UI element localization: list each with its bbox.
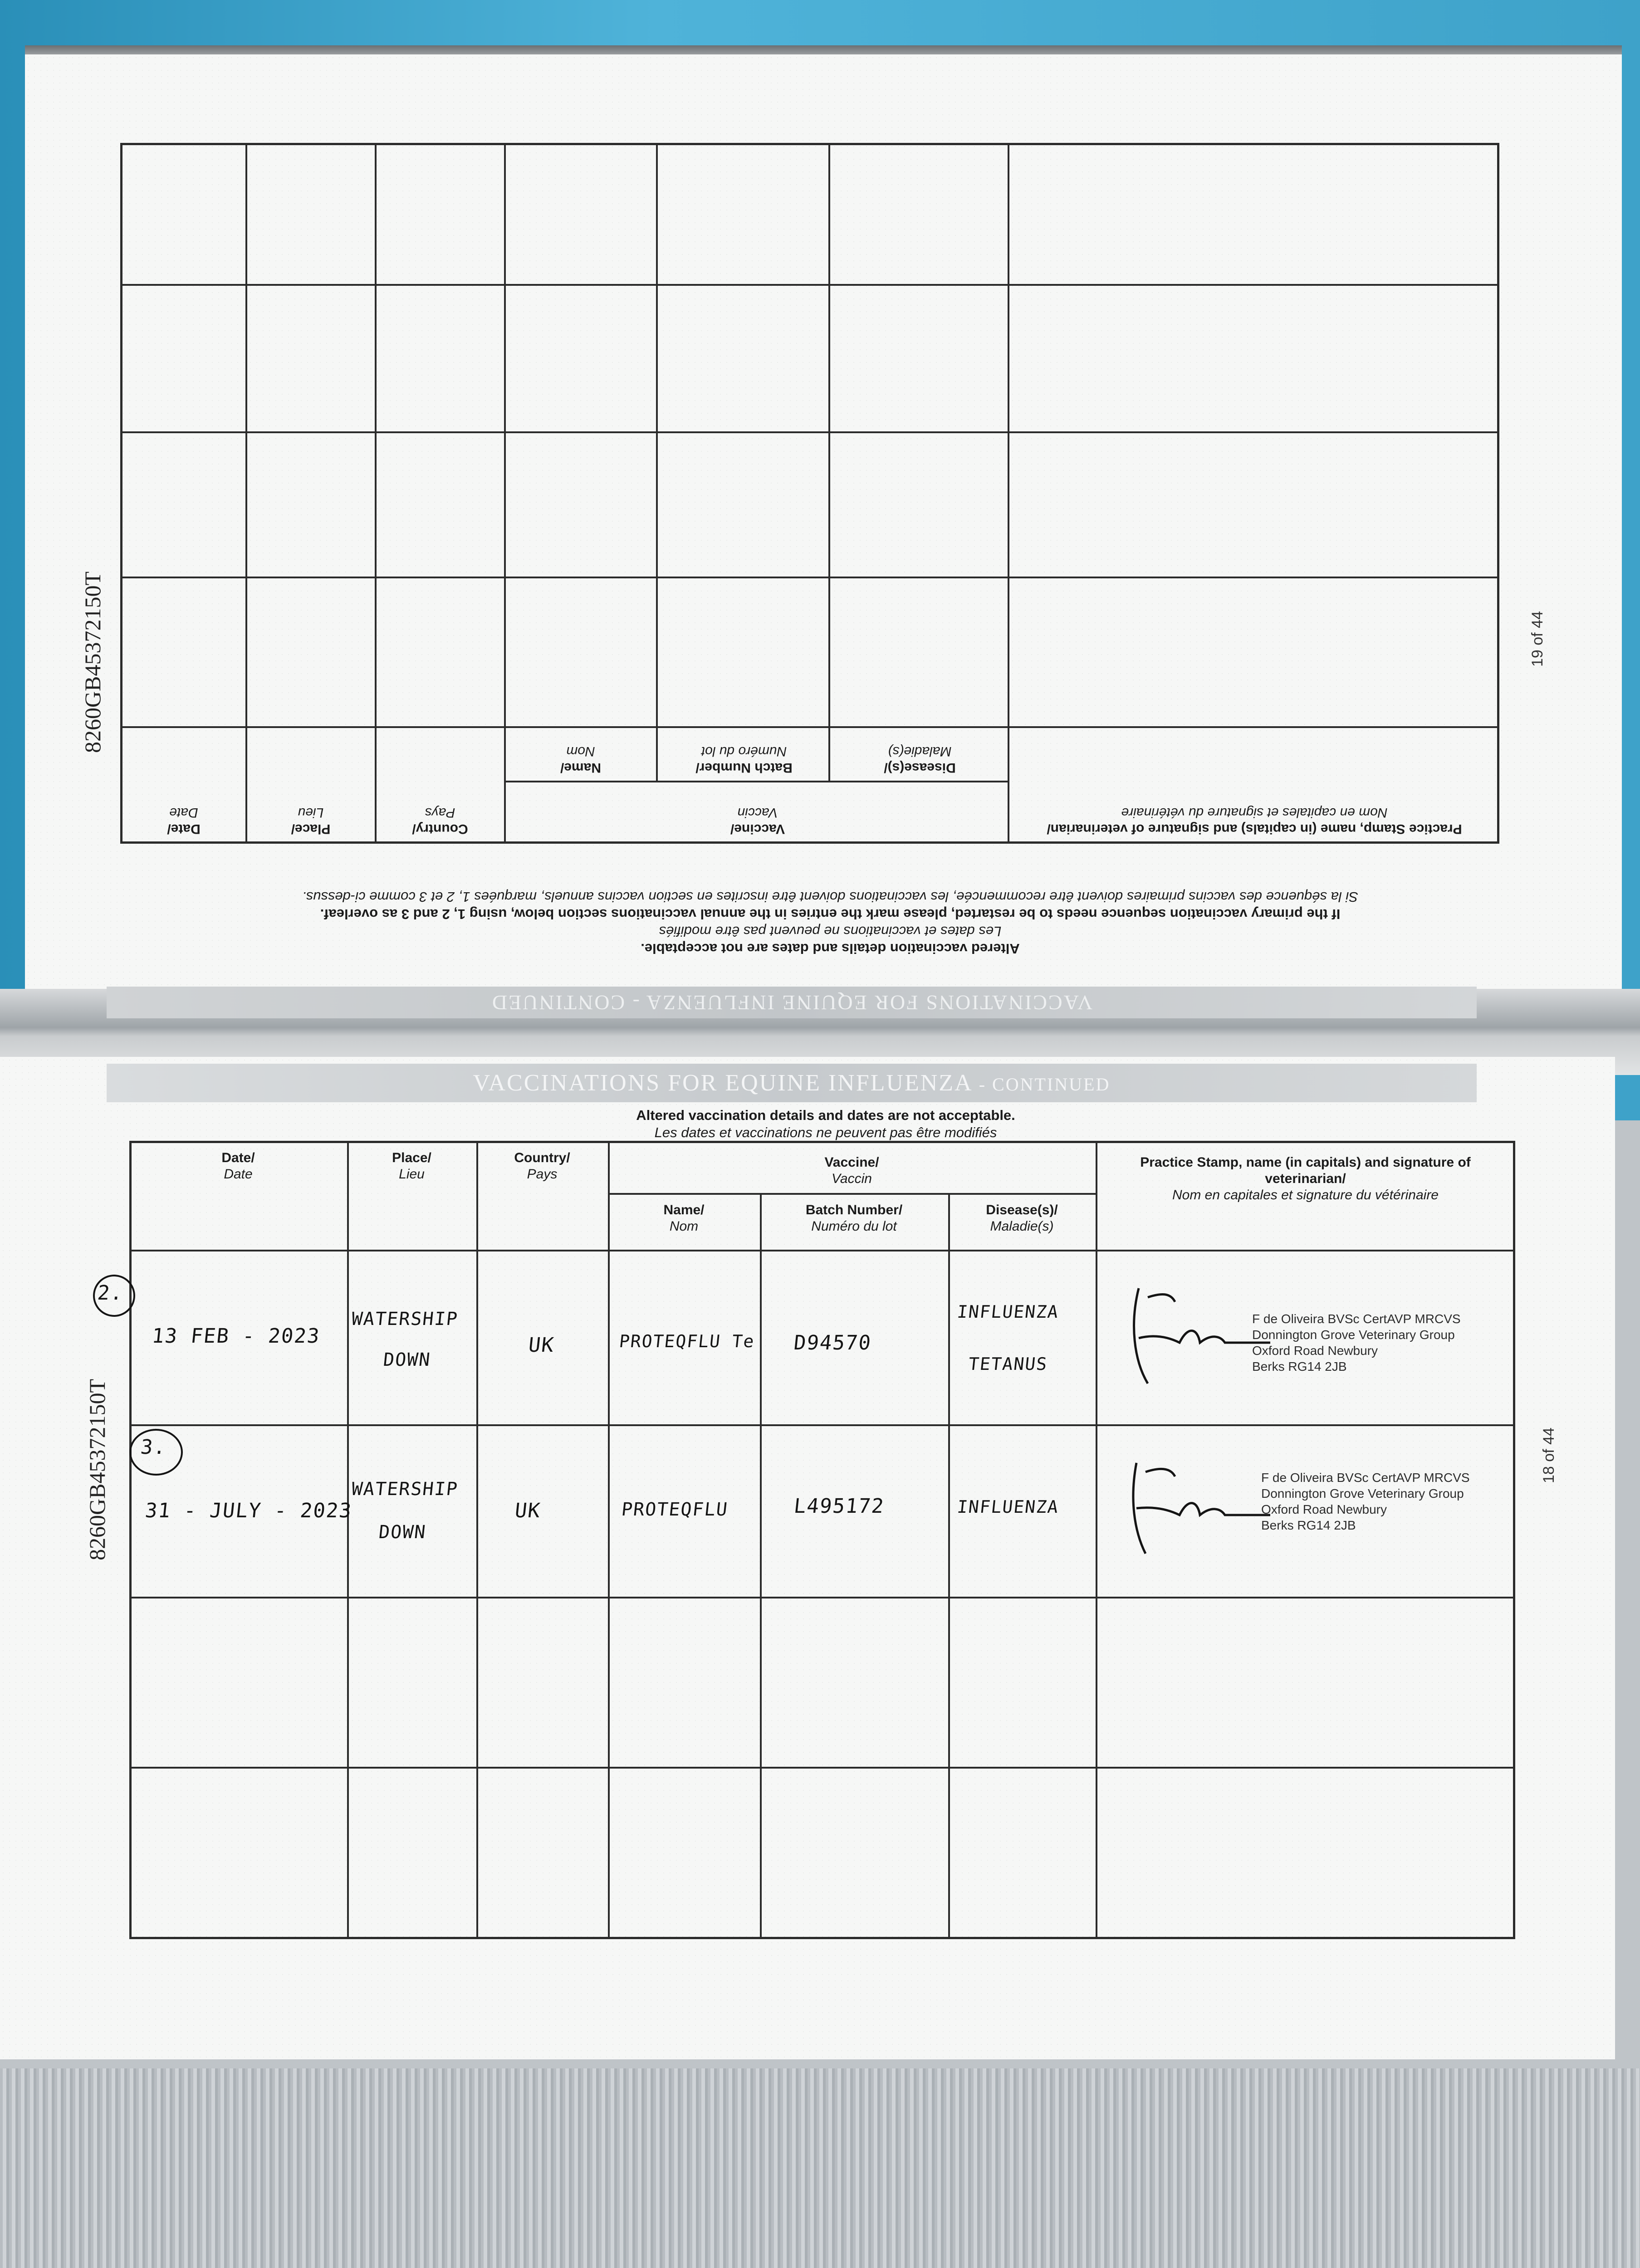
col-divider — [1096, 1141, 1097, 1939]
row-divider — [120, 577, 1499, 578]
entry-marker: 2. — [96, 1281, 125, 1305]
col-divider — [828, 143, 830, 782]
banner-title: VACCINATIONS FOR EQUINE INFLUENZA — [473, 1070, 972, 1096]
header-place: Place/ Lieu — [392, 1150, 431, 1182]
entry-disease: TETANUS — [967, 1354, 1049, 1374]
col-divider — [347, 1141, 349, 1939]
notice-block — [499, 1107, 1152, 1141]
instruction-en: If the primary vaccination sequence needs to be restarted, please mark the entries in the annual vaccinations section below, using 1, 2 and 3 as overleaf. — [320, 906, 1341, 922]
row-divider — [120, 431, 1499, 433]
entry-country: UK — [514, 1499, 542, 1522]
vet-stamp: F de Oliveira BVSc CertAVP MRCVS Donnington Grove Veterinary Group Oxford Road Newbury Berks RG14 2JB — [1252, 1312, 1461, 1374]
vaccine-subdivider — [506, 781, 1009, 782]
row-divider — [129, 1424, 1515, 1426]
header-batch: Batch Number/ Numéro du lot — [695, 744, 793, 775]
header-vaccine: Vaccine/ Vaccin — [824, 1155, 879, 1186]
section-banner — [107, 1064, 1477, 1102]
col-divider — [760, 1193, 762, 1939]
scanner-background — [0, 2068, 1640, 2268]
header-name: Name/ Nom — [663, 1202, 705, 1234]
row-divider — [129, 1597, 1515, 1598]
header-disease: Disease(s)/ Maladie(s) — [986, 1202, 1058, 1234]
table-frame — [120, 143, 1499, 844]
col-divider — [504, 143, 506, 844]
col-divider — [375, 143, 377, 844]
header-divider — [120, 726, 1499, 728]
header-batch: Batch Number/ Numéro du lot — [805, 1202, 903, 1234]
vaccination-table — [129, 1141, 1515, 1939]
entry-batch: D94570 — [793, 1331, 873, 1354]
banner-suffix: - CONTINUED — [979, 1074, 1111, 1095]
col-divider — [245, 143, 247, 844]
top-vaccination-table — [120, 143, 1499, 844]
header-disease: Disease(s)/ Maladie(s) — [884, 744, 956, 775]
signature-icon — [1121, 1454, 1284, 1563]
entry-place: WATERSHIP — [350, 1479, 460, 1500]
entry-place: WATERSHIP — [350, 1309, 460, 1330]
header-name: Name/ Nom — [560, 744, 602, 775]
header-stamp: Practice Stamp, name (in capitals) and signature of veterinarian/ Nom en capitales et signature du vétérinaire — [1140, 1155, 1471, 1202]
col-divider — [476, 1141, 478, 1939]
col-divider — [608, 1141, 610, 1939]
page-number-top: 19 of 44 — [1529, 611, 1546, 667]
entry-date: 13 FEB - 2023 — [151, 1325, 322, 1348]
notice-en: Altered vaccination details and dates are not acceptable. — [636, 1107, 1015, 1123]
entry-vaccine-name: PROTEQFLU — [620, 1499, 729, 1520]
entry-batch: L495172 — [793, 1495, 886, 1518]
passport-id-bottom: 8260GB45372150T — [84, 1379, 110, 1560]
header-date: Date/ Date — [221, 1150, 255, 1182]
entry-disease: INFLUENZA — [956, 1302, 1060, 1322]
row-divider — [120, 284, 1499, 286]
header-divider — [129, 1250, 1515, 1251]
row-divider — [129, 1767, 1515, 1769]
entry-place: DOWN — [377, 1522, 427, 1543]
notice-fr-top: Les dates et vaccinations ne peuvent pas être modifiés — [659, 924, 1002, 939]
entry-country: UK — [527, 1334, 556, 1357]
top-notices — [240, 889, 1420, 957]
vaccine-subdivider — [608, 1193, 1096, 1195]
col-divider — [948, 1193, 950, 1939]
header-date: Date/ Date — [167, 805, 201, 836]
instruction-fr: Si la séquence des vaccins primaires doivent être recommencée, les vaccinations doivent être inscrites en section vaccins annuels, marquées 1, 2 et 3 comme ci-dessus. — [302, 889, 1358, 905]
notice-fr: Les dates et vaccinations ne peuvent pas être modifiés — [654, 1124, 997, 1140]
header-country: Country/ Pays — [412, 805, 468, 836]
entry-place: DOWN — [382, 1349, 432, 1370]
entry-date: 31 - JULY - 2023 — [144, 1499, 353, 1522]
entry-disease: INFLUENZA — [956, 1497, 1060, 1517]
entry-vaccine-name: PROTEQFLU Te — [618, 1331, 756, 1351]
vet-stamp: F de Oliveira BVSc CertAVP MRCVS Donnington Grove Veterinary Group Oxford Road Newbury Berks RG14 2JB — [1261, 1471, 1470, 1532]
header-place: Place/ Lieu — [291, 805, 331, 836]
entry-marker: 3. — [139, 1436, 168, 1459]
notice-en-top: Altered vaccination details and dates are not acceptable. — [641, 941, 1020, 957]
header-vaccine: Vaccine/ Vaccin — [730, 805, 785, 836]
page-number-bottom: 18 of 44 — [1540, 1427, 1557, 1483]
banner-top-mirror: VACCINATIONS FOR EQUINE INFLUENZA - CONTINUED — [107, 987, 1477, 1018]
passport-id-top: 8260GB45372150T — [80, 572, 105, 753]
header-stamp: Practice Stamp, name (in capitals) and signature of veterinarian/ Nom en capitales et signature du vétérinaire — [1047, 805, 1462, 836]
col-divider — [656, 143, 658, 782]
col-divider — [1008, 143, 1009, 844]
header-country: Country/ Pays — [514, 1150, 570, 1182]
